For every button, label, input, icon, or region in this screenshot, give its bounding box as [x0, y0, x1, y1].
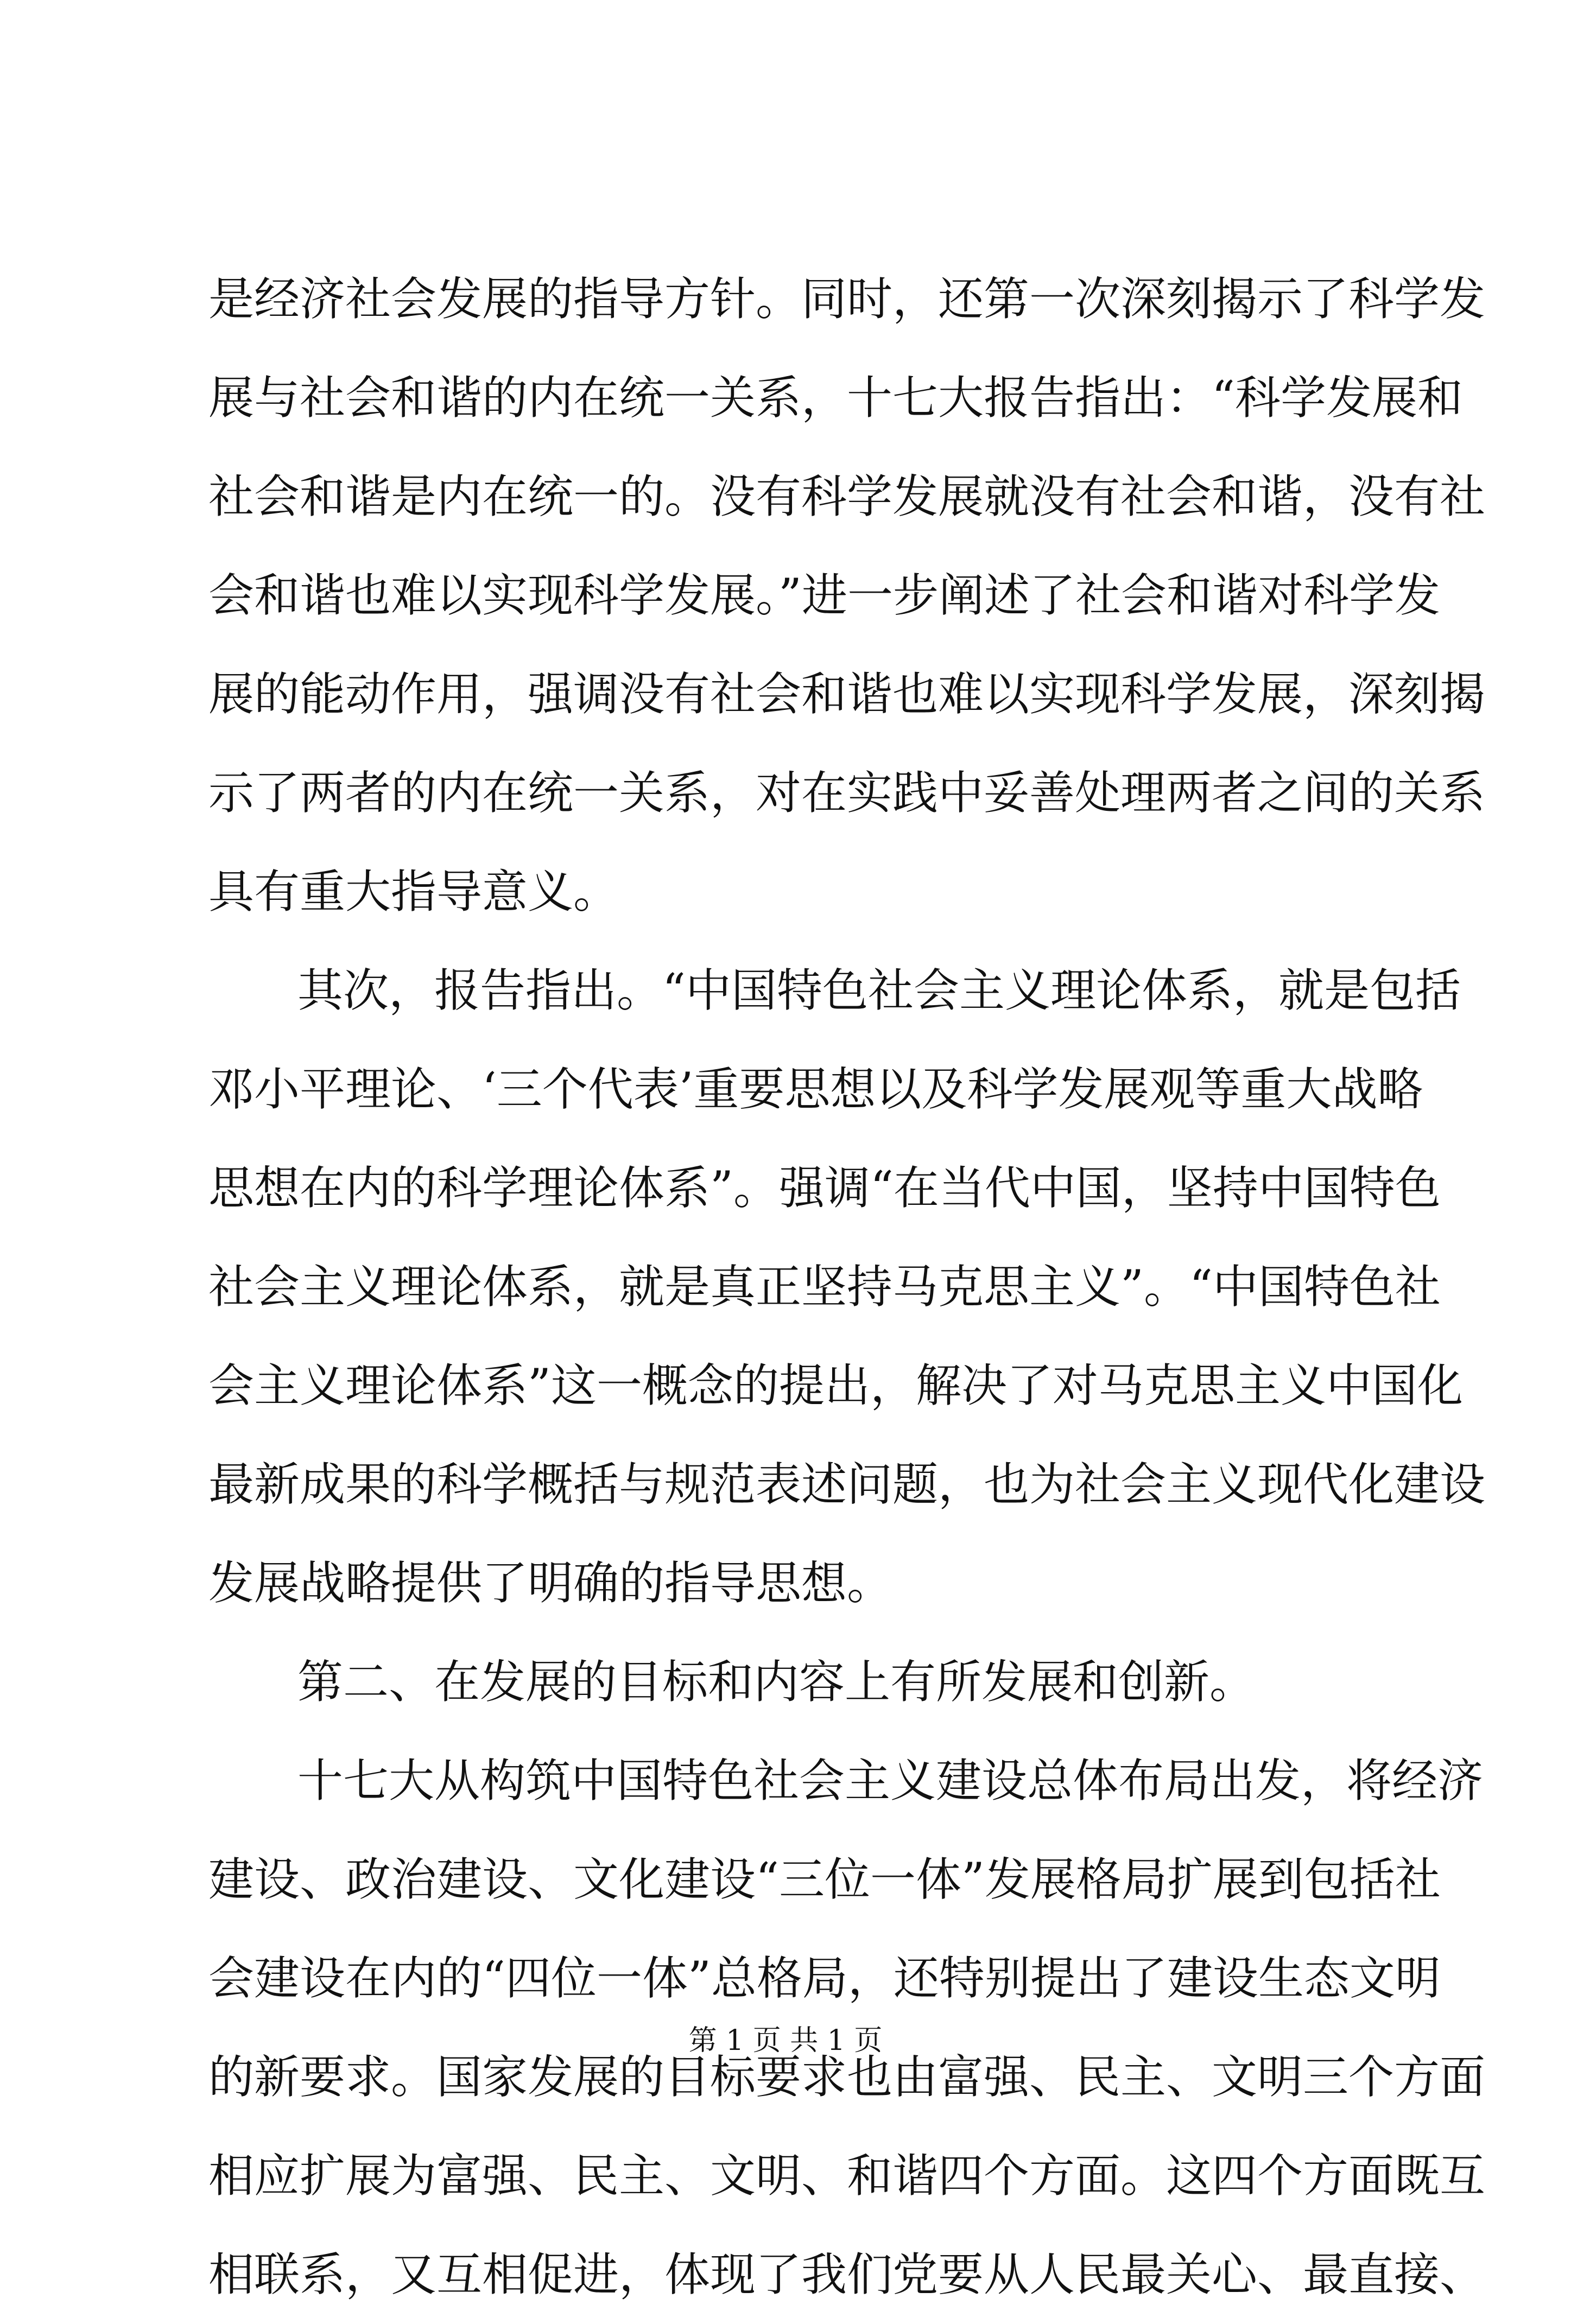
document-body — [208, 250, 1486, 2324]
text-line-8: 其次，报告指出。“中国特色社会主义理论体系，就是包括 — [297, 964, 1461, 1017]
text-line-11: 社会主义理论体系，就是真正坚持马克思主义”。“中国特色社 — [208, 1260, 1441, 1313]
page-footer: 第 1 页 共 1 页 — [688, 2024, 883, 2057]
text-line-13: 最新成果的科学概括与规范表述问题，也为社会主义现代化建设 — [208, 1458, 1486, 1511]
text-line-12: 会主义理论体系”这一概念的提出，解决了对马克思主义中国化 — [208, 1359, 1463, 1412]
text-line-1: 是经济社会发展的指导方针。同时，还第一次深刻揭示了科学发 — [208, 272, 1486, 326]
text-line-4: 会和谐也难以实现科学发展。”进一步阐述了社会和谐对科学发 — [208, 569, 1440, 622]
text-line-14: 发展战略提供了明确的指导思想。 — [208, 1557, 893, 1610]
text-line-21: 相联系，又互相促进，体现了我们党要从人民最关心、最直接、 — [208, 2248, 1486, 2301]
text-line-18: 会建设在内的“四位一体”总格局，还特别提出了建设生态文明 — [208, 1952, 1441, 2005]
text-line-3: 社会和谐是内在统一的。没有科学发展就没有社会和谐，没有社 — [208, 470, 1486, 523]
text-line-19: 的新要求。国家发展的目标要求也由富强、民主、文明三个方面 — [208, 2050, 1486, 2104]
text-line-7: 具有重大指导意义。 — [208, 865, 619, 918]
text-line-16: 十七大从构筑中国特色社会主义建设总体布局出发，将经济 — [297, 1754, 1484, 1807]
text-line-2: 展与社会和谐的内在统一关系，十七大报告指出：“科学发展和 — [208, 371, 1463, 424]
text-line-6: 示了两者的内在统一关系，对在实践中妥善处理两者之间的关系 — [208, 766, 1486, 820]
text-line-20: 相应扩展为富强、民主、文明、和谐四个方面。这四个方面既互 — [208, 2149, 1486, 2202]
text-line-15: 第二、在发展的目标和内容上有所发展和创新。 — [297, 1655, 1256, 1709]
text-line-9: 邓小平理论、‘三个代表’重要思想以及科学发展观等重大战略 — [208, 1063, 1423, 1116]
text-line-17: 建设、政治建设、文化建设“三位一体”发展格局扩展到包括社 — [208, 1853, 1441, 1906]
text-line-5: 展的能动作用，强调没有社会和谐也难以实现科学发展，深刻揭 — [208, 668, 1486, 721]
text-line-10: 思想在内的科学理论体系”。强调“在当代中国，坚持中国特色 — [208, 1161, 1441, 1215]
